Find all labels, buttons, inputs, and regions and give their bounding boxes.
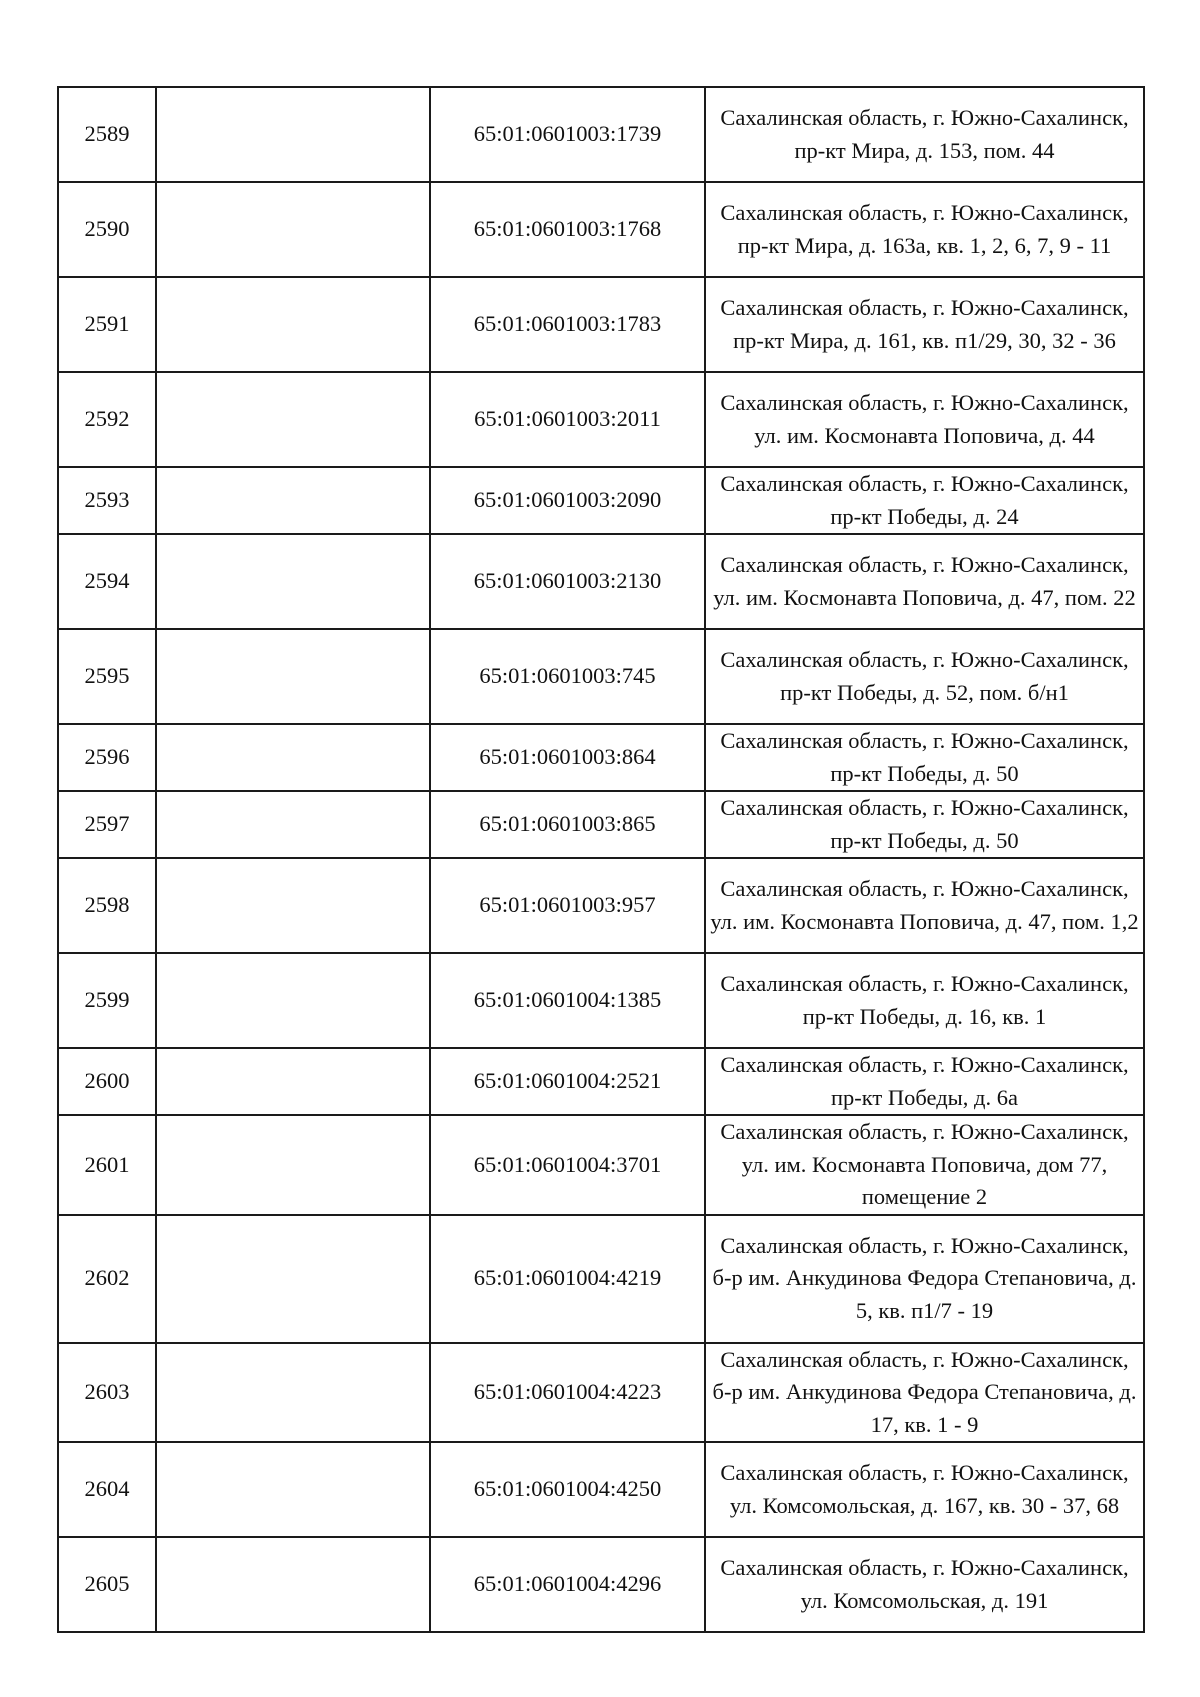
address-cell: Сахалинская область, г. Южно-Сахалинск, ул. им. Космонавта Поповича, д. 47, пом. 1,2 — [705, 858, 1144, 953]
row-number-cell: 2598 — [58, 858, 156, 953]
address-cell: Сахалинская область, г. Южно-Сахалинск, пр-кт Мира, д. 161, кв. п1/29, 30, 32 - 36 — [705, 277, 1144, 372]
address-cell: Сахалинская область, г. Южно-Сахалинск, ул. Комсомольская, д. 191 — [705, 1537, 1144, 1632]
row-number-cell: 2597 — [58, 791, 156, 858]
table-row — [58, 791, 1144, 858]
address-cell: Сахалинская область, г. Южно-Сахалинск, пр-кт Победы, д. 50 — [705, 791, 1144, 858]
address-cell: Сахалинская область, г. Южно-Сахалинск, ул. им. Космонавта Поповича, д. 44 — [705, 372, 1144, 467]
row-number-cell: 2595 — [58, 629, 156, 724]
table-row — [58, 467, 1144, 534]
empty-cell — [156, 1048, 430, 1115]
table-row — [58, 1115, 1144, 1215]
row-number-cell: 2593 — [58, 467, 156, 534]
table-row — [58, 87, 1144, 182]
empty-cell — [156, 87, 430, 182]
cadastral-number-cell: 65:01:0601003:957 — [430, 858, 705, 953]
row-number-cell: 2604 — [58, 1442, 156, 1537]
registry-table — [57, 86, 1145, 1633]
row-number-cell: 2603 — [58, 1343, 156, 1443]
row-number-cell: 2601 — [58, 1115, 156, 1215]
address-cell: Сахалинская область, г. Южно-Сахалинск, б-р им. Анкудинова Федора Степановича, д. 17, кв. 1 - 9 — [705, 1343, 1144, 1443]
table-row — [58, 372, 1144, 467]
cadastral-number-cell: 65:01:0601003:864 — [430, 724, 705, 791]
address-cell: Сахалинская область, г. Южно-Сахалинск, пр-кт Победы, д. 16, кв. 1 — [705, 953, 1144, 1048]
empty-cell — [156, 1115, 430, 1215]
empty-cell — [156, 182, 430, 277]
table-row — [58, 953, 1144, 1048]
address-cell: Сахалинская область, г. Южно-Сахалинск, пр-кт Победы, д. 24 — [705, 467, 1144, 534]
row-number-cell: 2592 — [58, 372, 156, 467]
table-row — [58, 1343, 1144, 1443]
cadastral-number-cell: 65:01:0601003:745 — [430, 629, 705, 724]
address-cell: Сахалинская область, г. Южно-Сахалинск, б-р им. Анкудинова Федора Степановича, д. 5, кв. п1/7 - 19 — [705, 1215, 1144, 1343]
registry-table-body — [58, 87, 1144, 1632]
address-cell: Сахалинская область, г. Южно-Сахалинск, пр-кт Мира, д. 153, пом. 44 — [705, 87, 1144, 182]
row-number-cell: 2591 — [58, 277, 156, 372]
row-number-cell: 2589 — [58, 87, 156, 182]
row-number-cell: 2590 — [58, 182, 156, 277]
cadastral-number-cell: 65:01:0601004:2521 — [430, 1048, 705, 1115]
address-cell: Сахалинская область, г. Южно-Сахалинск, пр-кт Победы, д. 50 — [705, 724, 1144, 791]
row-number-cell: 2600 — [58, 1048, 156, 1115]
cadastral-number-cell: 65:01:0601003:2011 — [430, 372, 705, 467]
table-row — [58, 534, 1144, 629]
cadastral-number-cell: 65:01:0601003:1739 — [430, 87, 705, 182]
table-row — [58, 1537, 1144, 1632]
row-number-cell: 2594 — [58, 534, 156, 629]
table-row — [58, 858, 1144, 953]
row-number-cell: 2599 — [58, 953, 156, 1048]
address-cell: Сахалинская область, г. Южно-Сахалинск, ул. им. Космонавта Поповича, дом 77, помещение 2 — [705, 1115, 1144, 1215]
empty-cell — [156, 724, 430, 791]
empty-cell — [156, 1343, 430, 1443]
cadastral-number-cell: 65:01:0601003:1768 — [430, 182, 705, 277]
table-row — [58, 724, 1144, 791]
table-row — [58, 1442, 1144, 1537]
cadastral-number-cell: 65:01:0601003:1783 — [430, 277, 705, 372]
cadastral-number-cell: 65:01:0601004:4296 — [430, 1537, 705, 1632]
row-number-cell: 2602 — [58, 1215, 156, 1343]
cadastral-number-cell: 65:01:0601004:1385 — [430, 953, 705, 1048]
cadastral-number-cell: 65:01:0601004:4223 — [430, 1343, 705, 1443]
cadastral-number-cell: 65:01:0601004:4219 — [430, 1215, 705, 1343]
address-cell: Сахалинская область, г. Южно-Сахалинск, ул. Комсомольская, д. 167, кв. 30 - 37, 68 — [705, 1442, 1144, 1537]
empty-cell — [156, 953, 430, 1048]
empty-cell — [156, 629, 430, 724]
empty-cell — [156, 858, 430, 953]
empty-cell — [156, 277, 430, 372]
table-row — [58, 1048, 1144, 1115]
address-cell: Сахалинская область, г. Южно-Сахалинск, пр-кт Победы, д. 52, пом. б/н1 — [705, 629, 1144, 724]
row-number-cell: 2596 — [58, 724, 156, 791]
table-row — [58, 1215, 1144, 1343]
address-cell: Сахалинская область, г. Южно-Сахалинск, пр-кт Мира, д. 163а, кв. 1, 2, 6, 7, 9 - 11 — [705, 182, 1144, 277]
empty-cell — [156, 534, 430, 629]
table-row — [58, 629, 1144, 724]
empty-cell — [156, 372, 430, 467]
cadastral-number-cell: 65:01:0601004:4250 — [430, 1442, 705, 1537]
row-number-cell: 2605 — [58, 1537, 156, 1632]
cadastral-number-cell: 65:01:0601003:865 — [430, 791, 705, 858]
empty-cell — [156, 467, 430, 534]
address-cell: Сахалинская область, г. Южно-Сахалинск, пр-кт Победы, д. 6а — [705, 1048, 1144, 1115]
address-cell: Сахалинская область, г. Южно-Сахалинск, ул. им. Космонавта Поповича, д. 47, пом. 22 — [705, 534, 1144, 629]
cadastral-number-cell: 65:01:0601003:2130 — [430, 534, 705, 629]
table-row — [58, 277, 1144, 372]
table-row — [58, 182, 1144, 277]
cadastral-number-cell: 65:01:0601004:3701 — [430, 1115, 705, 1215]
cadastral-number-cell: 65:01:0601003:2090 — [430, 467, 705, 534]
empty-cell — [156, 1215, 430, 1343]
empty-cell — [156, 791, 430, 858]
empty-cell — [156, 1442, 430, 1537]
empty-cell — [156, 1537, 430, 1632]
